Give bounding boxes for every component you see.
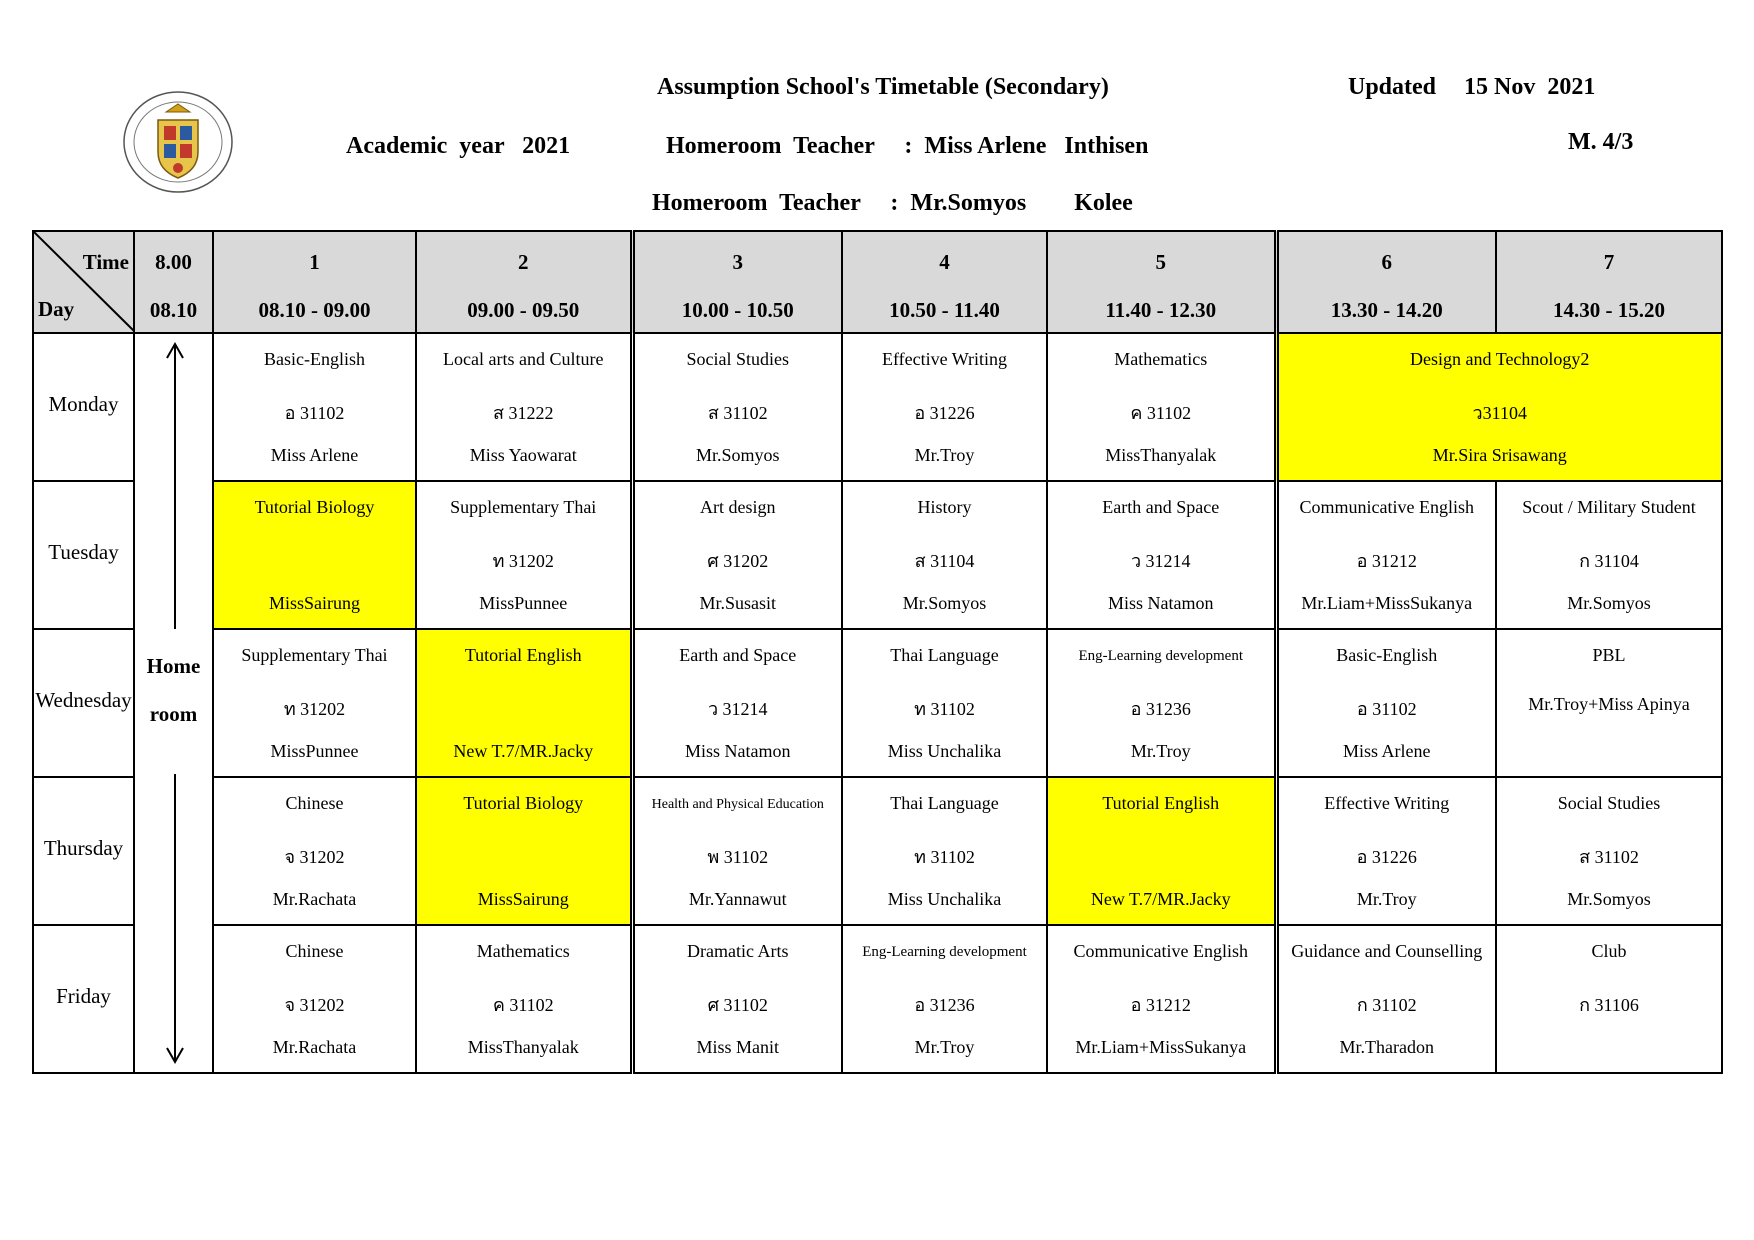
header-row	[33, 231, 1722, 333]
class-cell	[842, 629, 1047, 777]
subject-code: ก 31102	[1356, 995, 1417, 1015]
subject-name: Eng-Learning development	[862, 944, 1027, 960]
class-cell	[1047, 333, 1276, 481]
homeroom-teacher-2: Homeroom Teacher : Mr.Somyos Kolee	[652, 190, 1133, 216]
subject-name: Effective Writing	[1324, 793, 1450, 813]
period-time: 10.00 - 10.50	[681, 298, 794, 322]
period-time: 11.40 - 12.30	[1105, 298, 1217, 322]
teacher-name: Mr.Rachata	[272, 1037, 357, 1057]
corner-time-label: Time	[82, 250, 129, 274]
teacher-name: New T.7/MR.Jacky	[453, 741, 594, 761]
subject-code: ท 31202	[492, 551, 554, 571]
period-time: 14.30 - 15.20	[1553, 298, 1665, 322]
subject-name: Eng-Learning development	[1078, 648, 1244, 664]
teacher-name: Miss Yaowarat	[469, 445, 577, 465]
teacher-name: Miss Unchalika	[887, 741, 1002, 761]
period-header-2	[416, 231, 632, 333]
subject-code: ว 31214	[707, 699, 768, 719]
subject-code: จ 31202	[284, 995, 345, 1015]
period-header-3	[632, 231, 842, 333]
class-code: M. 4/3	[1568, 129, 1634, 155]
subject-code: อ 31102	[1356, 699, 1417, 719]
subject-name: PBL	[1592, 645, 1626, 665]
class-cell	[1276, 333, 1722, 481]
class-cell	[632, 481, 842, 629]
teacher-name: Mr.Liam+MissSukanya	[1075, 1037, 1247, 1057]
subject-code: ส 31102	[707, 403, 768, 423]
period-time: 09.00 - 09.50	[467, 298, 580, 322]
period-header-4	[842, 231, 1047, 333]
subject-code: ศ 31102	[707, 995, 768, 1015]
day-cell	[33, 777, 134, 925]
day-name: Wednesday	[35, 688, 132, 712]
class-cell	[632, 333, 842, 481]
class-cell	[213, 629, 416, 777]
corner-day-label: Day	[38, 297, 75, 321]
teacher-name: Mr.Troy	[914, 1037, 975, 1057]
period-number: 6	[1381, 250, 1392, 274]
class-cell	[842, 481, 1047, 629]
class-cell	[842, 777, 1047, 925]
updated-label: Updated	[1348, 74, 1437, 100]
subject-name: History	[917, 497, 972, 517]
period-number: 1	[309, 250, 320, 274]
day-name: Tuesday	[48, 540, 119, 564]
class-cell	[416, 925, 632, 1073]
subject-name: Effective Writing	[881, 349, 1008, 369]
subject-code: อ 31236	[914, 995, 975, 1015]
subject-code: อ 31212	[1130, 995, 1191, 1015]
subject-name: Design and Technology2	[1410, 349, 1590, 369]
day-row-monday	[33, 333, 1722, 481]
teacher-name: New T.7/MR.Jacky	[1090, 889, 1231, 909]
home-time-header	[134, 231, 213, 333]
subject-name: Communicative English	[1299, 497, 1474, 517]
class-cell	[416, 777, 632, 925]
teacher-name: MissSairung	[477, 889, 569, 909]
subject-code: อ 31212	[1356, 551, 1417, 571]
teacher-name: Mr.Susasit	[699, 593, 777, 613]
subject-name: Guidance and Counselling	[1291, 941, 1483, 961]
class-cell	[213, 481, 416, 629]
teacher-name: Mr.Somyos	[1567, 593, 1651, 613]
subject-code: ส 31104	[914, 551, 975, 571]
teacher-name: Mr.Liam+MissSukanya	[1301, 593, 1473, 613]
period-header-6	[1276, 231, 1496, 333]
day-row-tuesday	[33, 481, 1722, 629]
subject-name: Basic-English	[264, 349, 365, 369]
class-cell	[1276, 481, 1496, 629]
homeroom-teacher-1: Homeroom Teacher : Miss Arlene Inthisen	[666, 133, 1149, 159]
period-header-7	[1496, 231, 1722, 333]
teacher-name: MissThanyalak	[467, 1037, 579, 1057]
home-time-start: 8.00	[155, 250, 192, 274]
class-cell	[1276, 629, 1496, 777]
subject-name: Earth and Space	[1102, 497, 1220, 517]
teacher-name: Mr.Yannawut	[688, 889, 787, 909]
subject-code: อ 31102	[284, 403, 345, 423]
day-name: Thursday	[43, 836, 124, 860]
teacher-name: Mr.Troy	[914, 445, 975, 465]
subject-name: Local arts and Culture	[443, 349, 604, 369]
subject-code: ส 31102	[1579, 847, 1639, 867]
class-cell	[416, 333, 632, 481]
subject-name: Communicative English	[1073, 941, 1248, 961]
subject-name: Tutorial Biology	[254, 497, 375, 517]
subject-code: ท 31202	[283, 699, 346, 719]
teacher-name: Miss Arlene	[270, 445, 359, 465]
subject-name: Health and Physical Education	[651, 797, 824, 812]
home-time-end: 08.10	[149, 298, 198, 322]
teacher-name: MissPunnee	[479, 593, 568, 613]
teacher-name: Mr.Sira Srisawang	[1432, 445, 1567, 465]
class-cell	[842, 333, 1047, 481]
subject-name: Thai Language	[890, 645, 999, 665]
subject-name: Tutorial English	[464, 645, 582, 665]
period-time: 13.30 - 14.20	[1330, 298, 1443, 322]
period-header-5	[1047, 231, 1276, 333]
subject-code: จ 31202	[284, 847, 345, 867]
teacher-name: Mr.Somyos	[902, 593, 987, 613]
subject-code: ค 31102	[492, 995, 554, 1015]
corner-cell	[33, 231, 134, 333]
subject-code: ก 31106	[1579, 995, 1639, 1015]
subject-code: ส 31222	[493, 403, 554, 423]
day-cell	[33, 925, 134, 1073]
teacher-name: Miss Natamon	[685, 741, 791, 761]
teacher-name: MissSairung	[268, 593, 360, 613]
subject-code: ท 31102	[914, 699, 975, 719]
class-cell	[842, 925, 1047, 1073]
day-row-thursday	[33, 777, 1722, 925]
class-cell	[213, 333, 416, 481]
subject-name: Art design	[700, 497, 776, 517]
updated-date: 15 Nov 2021	[1464, 74, 1596, 100]
teacher-name: Mr.Tharadon	[1339, 1037, 1434, 1057]
subject-name: Social Studies	[686, 349, 789, 369]
homeroom-label-1: Home	[146, 654, 201, 678]
subject-name: Mathematics	[1114, 349, 1208, 369]
class-cell	[213, 925, 416, 1073]
period-time: 10.50 - 11.40	[889, 298, 1000, 322]
teacher-name: Mr.Troy	[1130, 741, 1191, 761]
class-cell	[1276, 925, 1496, 1073]
subject-name: Dramatic Arts	[687, 941, 789, 961]
teacher-name: Mr.Troy	[1356, 889, 1417, 909]
day-row-friday	[33, 925, 1722, 1073]
timetable	[32, 230, 1723, 1074]
subject-name: Basic-English	[1336, 645, 1438, 665]
subject-name: Earth and Space	[679, 645, 797, 665]
period-number: 7	[1603, 250, 1615, 274]
subject-code: พ 31102	[707, 847, 769, 867]
teacher-name: Miss Manit	[696, 1037, 779, 1057]
class-cell	[416, 629, 632, 777]
day-cell	[33, 333, 134, 481]
class-cell	[1047, 925, 1276, 1073]
subject-code: อ 31226	[914, 403, 975, 423]
teacher-name: Mr.Somyos	[695, 445, 780, 465]
day-name: Friday	[56, 984, 111, 1008]
class-cell	[213, 777, 416, 925]
subject-code: ศ 31202	[707, 551, 769, 571]
subject-name: Supplementary Thai	[241, 645, 388, 665]
class-cell	[1047, 777, 1276, 925]
day-cell	[33, 629, 134, 777]
subject-code: อ 31236	[1130, 699, 1191, 719]
class-cell	[1047, 629, 1276, 777]
subject-code: ท 31102	[914, 847, 975, 867]
homeroom-column	[134, 333, 213, 1073]
school-crest-logo-icon	[122, 90, 234, 194]
subject-name: Mathematics	[476, 941, 570, 961]
subject-code: ก 31104	[1579, 551, 1639, 571]
class-cell	[1276, 777, 1496, 925]
period-time: 08.10 - 09.00	[258, 298, 371, 322]
day-cell	[33, 481, 134, 629]
subject-code: ว31104	[1472, 403, 1527, 423]
period-header-1	[213, 231, 416, 333]
subject-name: Chinese	[285, 941, 344, 961]
class-cell	[1496, 481, 1722, 629]
subject-name: Scout / Military Student	[1522, 497, 1696, 517]
subject-code: ว 31214	[1130, 551, 1191, 571]
class-cell	[1496, 777, 1722, 925]
teacher-name: Miss Natamon	[1108, 593, 1214, 613]
teacher-name: Miss Arlene	[1343, 741, 1431, 761]
period-number: 4	[939, 250, 950, 274]
class-cell	[1496, 925, 1722, 1073]
period-number: 2	[518, 250, 529, 274]
class-cell	[1047, 481, 1276, 629]
teacher-name: Mr.Rachata	[272, 889, 357, 909]
subject-name: Club	[1591, 941, 1627, 961]
teacher-name: Mr.Somyos	[1567, 889, 1651, 909]
day-row-wednesday	[33, 629, 1722, 777]
subject-code: ค 31102	[1130, 403, 1192, 423]
subject-name: Supplementary Thai	[450, 497, 597, 517]
subject-name: Tutorial Biology	[463, 793, 584, 813]
page-title: Assumption School's Timetable (Secondary)	[657, 74, 1109, 100]
subject-name: Thai Language	[890, 793, 999, 813]
subject-name: Social Studies	[1557, 793, 1661, 813]
homeroom-label-2: room	[149, 702, 198, 726]
period-number: 5	[1155, 250, 1166, 274]
teacher-name: Miss Unchalika	[887, 889, 1002, 909]
subject-code: Mr.Troy+Miss Apinya	[1528, 694, 1690, 714]
class-cell	[632, 629, 842, 777]
class-cell	[632, 925, 842, 1073]
day-name: Monday	[48, 392, 119, 416]
subject-code: อ 31226	[1356, 847, 1417, 867]
subject-name: Chinese	[285, 793, 344, 813]
teacher-name: MissPunnee	[270, 741, 359, 761]
teacher-name: MissThanyalak	[1105, 445, 1217, 465]
subject-name: Tutorial English	[1102, 793, 1220, 813]
period-number: 3	[732, 250, 743, 274]
class-cell	[632, 777, 842, 925]
academic-year: Academic year 2021	[346, 133, 571, 159]
class-cell	[416, 481, 632, 629]
class-cell	[1496, 629, 1722, 777]
